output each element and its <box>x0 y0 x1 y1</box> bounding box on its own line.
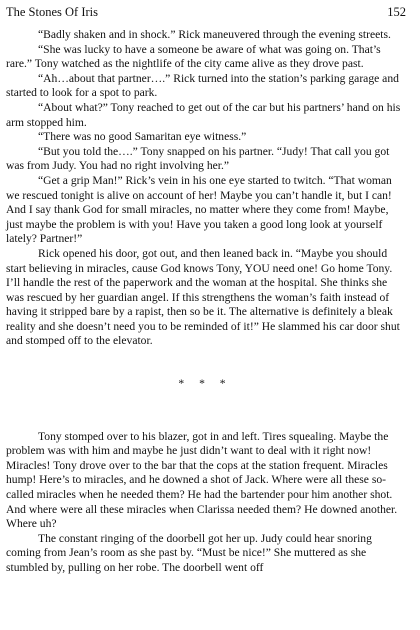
paragraph: “Badly shaken and in shock.” Rick maneuvered through the evening streets. <box>38 28 391 41</box>
paragraph: “But you told the….” Tony snapped on his partner. “Judy! That call you got was from Judy. You had no right involving her.” <box>6 144 390 173</box>
paragraph: “There was no good Samaritan eye witness.” <box>38 130 247 144</box>
paragraph: Rick opened his door, got out, and then leaned back in. “Maybe you should start believing in miracles, cause God knows Tony, YOU need one! Go home Tony. I’ll handle the rest of the paperwork and the woman at the hospital. She thinks she was rescued by her guardian angel. If this strengthens the woman’s faith instead of having it stripped bare by a rapist, then so be it. The alternative is definitely a bleak reality and she doesn’t need you to be reminded of it!” He slammed his car door shut and stomped off to the elevator. <box>6 246 400 348</box>
scene-break: * * * <box>178 377 232 391</box>
paragraph: “Get a grip Man!” Rick’s vein in his one eye started to twitch. “That woman we rescued tonight is alive on account of her! Maybe you can’t handle it, but I can! And I say thank God for small miracles, no matter where they come from! Maybe, just maybe the problem is with you! Have you taken a good long look at yourself lately? Partner!” <box>6 173 392 246</box>
paragraph: “She was lucky to have a someone be aware of what was going on. That’s rare.” Tony watched as the nightlife of the city came alive as they drove past. <box>6 42 381 71</box>
body-text <box>6 28 404 576</box>
paragraph: The constant ringing of the doorbell got her up. Judy could hear snoring coming from Jean’s room as she past by. “Must be nice!” She muttered as she stumbled by, pulling on her robe. The doorbell went off <box>6 531 372 574</box>
page-header <box>6 4 406 20</box>
paragraph: Tony stomped over to his blazer, got in and left. Tires squealing. Maybe the problem was with him and maybe he just didn’t want to deal with it right now! Miracles! Tony drove over to the bar that the cops at the station frequent. Miracles hump! Here’s to miracles, and he downed a shot of Jack. Where were all these so-called miracles when he needed them? He had the bartender pour him another shot. And where were all these miracles when Clarissa needed them? He downed another. Where uh? <box>6 429 398 531</box>
paragraph: “Ah…about that partner….” Rick turned into the station’s parking garage and started to look for a spot to park. <box>6 71 399 100</box>
page-number: 152 <box>387 5 406 19</box>
book-title: The Stones Of Iris <box>6 5 98 19</box>
paragraph: “About what?” Tony reached to get out of the car but his partners’ hand on his arm stopped him. <box>6 100 401 129</box>
